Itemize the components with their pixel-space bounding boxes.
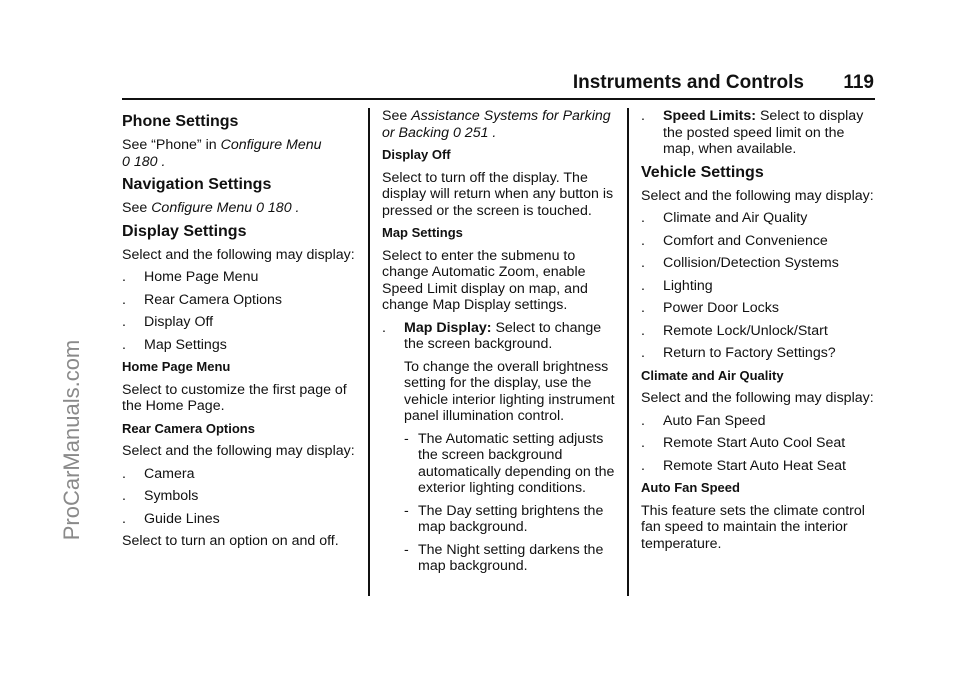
brightness-paragraph: To change the overall brightness setting for the display, use the vehicle interior lighting instrument panel illumination control. xyxy=(404,358,615,424)
cross-reference-link[interactable]: Assistance Systems for Parking or Backing xyxy=(382,108,611,141)
subheading-climate-air-quality: Climate and Air Quality xyxy=(641,367,784,383)
list-item xyxy=(641,278,875,295)
bullet-marker: . xyxy=(122,488,126,504)
cross-reference-link[interactable]: Configure Menu xyxy=(151,200,253,216)
list-item-text: Comfort and Convenience xyxy=(663,232,828,249)
rear-outro: Select to turn an option on and off. xyxy=(122,533,339,549)
list-item-text: Remote Start Auto Cool Seat xyxy=(663,435,846,451)
dash-item-text: The Day setting brightens the map background. xyxy=(418,502,604,535)
list-item xyxy=(641,233,875,250)
bullet-marker: . xyxy=(122,465,126,482)
list-item xyxy=(122,269,356,286)
heading-phone-settings: Phone Settings xyxy=(122,113,239,130)
list-item-text: Remote Lock/Unlock/Start xyxy=(663,322,828,339)
list-item xyxy=(641,300,875,317)
list-item-text: Symbols xyxy=(144,488,199,504)
fan-paragraph: This feature sets the climate control fan speed to maintain the interior temperature. xyxy=(641,502,865,552)
bullet-marker: . xyxy=(122,269,126,285)
header-rule xyxy=(122,98,875,100)
dash-marker: - xyxy=(404,430,409,447)
page-reference[interactable]: 0 180 . xyxy=(122,153,166,170)
bullet-marker: . xyxy=(641,300,645,316)
list-item xyxy=(122,466,356,483)
cross-reference-link[interactable]: Configure Menu xyxy=(220,137,322,153)
list-item-text: Return to Factory Settings? xyxy=(663,345,836,361)
bullet-marker: . xyxy=(382,319,386,336)
bullet-marker: . xyxy=(641,435,645,451)
map-settings-paragraph: Select to enter the submenu to change Automatic Zoom, enable Speed Limit display on map, and change Map Display settings. xyxy=(382,247,588,313)
bullet-marker: . xyxy=(122,314,126,330)
term-label: Speed Limits: xyxy=(663,108,757,124)
vehicle-intro: Select and the following may display: xyxy=(641,187,874,204)
column-divider xyxy=(627,108,629,596)
list-item-text: Guide Lines xyxy=(144,510,220,527)
bullet-marker: . xyxy=(641,322,645,339)
text: See “Phone” in xyxy=(122,137,221,153)
list-item-text: Camera xyxy=(144,465,195,482)
list-item-text: Collision/Detection Systems xyxy=(663,255,839,271)
bullet-marker: . xyxy=(641,457,645,474)
column-divider xyxy=(368,108,370,596)
page-number: 119 xyxy=(843,72,874,93)
climate-intro: Select and the following may display: xyxy=(641,390,874,406)
heading-vehicle-settings: Vehicle Settings xyxy=(641,163,764,181)
bullet-marker: . xyxy=(641,108,645,124)
subheading-rear-camera-options: Rear Camera Options xyxy=(122,420,255,436)
column-middle xyxy=(382,108,616,581)
dash-marker: - xyxy=(404,502,409,519)
list-item-text: Select to display the posted speed limit on the map, when available. xyxy=(663,108,864,157)
column-right xyxy=(641,108,875,558)
bullet-marker: . xyxy=(641,232,645,249)
list-item-text: Map Settings xyxy=(144,336,227,353)
page-reference[interactable]: 0 180 . xyxy=(252,200,300,216)
subheading-auto-fan-speed: Auto Fan Speed xyxy=(641,480,740,495)
list-item xyxy=(122,337,356,354)
bullet-marker: . xyxy=(641,255,645,271)
heading-navigation-settings: Navigation Settings xyxy=(122,176,272,193)
list-item xyxy=(641,413,875,430)
rear-intro: Select and the following may display: xyxy=(122,443,355,459)
term-label: Map Display: xyxy=(404,319,492,336)
list-item xyxy=(641,108,875,158)
display-off-paragraph: Select to turn off the display. The display will return when any button is pressed or the screen is touched. xyxy=(382,169,614,219)
list-item-text: Climate and Air Quality xyxy=(663,210,808,226)
list-item xyxy=(641,458,875,475)
dash-marker: - xyxy=(404,541,409,558)
list-item xyxy=(641,255,875,272)
bullet-marker: . xyxy=(641,210,645,226)
watermark-text: ProCarManuals.com xyxy=(59,339,84,541)
bullet-marker: . xyxy=(122,510,126,527)
nav-paragraph xyxy=(122,200,356,217)
section-title: Instruments and Controls xyxy=(572,72,804,93)
list-item-text: Lighting xyxy=(663,277,713,294)
list-item-text: Power Door Locks xyxy=(663,300,779,316)
phone-paragraph xyxy=(122,137,356,170)
text: See xyxy=(382,108,412,124)
list-item-text: Select to change the screen background. xyxy=(404,319,602,352)
column-left xyxy=(122,108,356,556)
dash-item-text: The Night setting darkens the map background. xyxy=(418,541,604,574)
list-item xyxy=(641,435,875,452)
dash-item xyxy=(382,503,616,536)
list-item xyxy=(641,210,875,227)
bullet-marker: . xyxy=(122,291,126,308)
bullet-marker: . xyxy=(122,336,126,353)
see-assistance-paragraph xyxy=(382,108,616,141)
list-item-text: Auto Fan Speed xyxy=(663,412,766,429)
list-item-text: Display Off xyxy=(144,314,214,330)
home-paragraph: Select to customize the first page of the Home Page. xyxy=(122,381,347,414)
list-item xyxy=(122,292,356,309)
dash-item xyxy=(382,542,616,575)
display-intro: Select and the following may display: xyxy=(122,246,355,263)
list-item xyxy=(641,323,875,340)
text: See xyxy=(122,200,152,216)
list-item xyxy=(122,314,356,331)
bullet-marker: . xyxy=(641,345,645,361)
bullet-marker: . xyxy=(641,412,645,429)
list-item-text: Home Page Menu xyxy=(144,269,259,285)
list-item xyxy=(641,345,875,362)
subheading-home-page-menu: Home Page Menu xyxy=(122,359,231,374)
list-item-text: Remote Start Auto Heat Seat xyxy=(663,457,846,474)
subheading-map-settings: Map Settings xyxy=(382,225,463,240)
list-item xyxy=(122,488,356,505)
dash-item-text: The Automatic setting adjusts the screen background automatically depending on the exterior lighting conditions. xyxy=(418,430,615,496)
subheading-display-off: Display Off xyxy=(382,147,451,162)
list-item xyxy=(122,511,356,528)
page-header xyxy=(122,72,874,96)
bullet-marker: . xyxy=(641,277,645,294)
dash-item xyxy=(382,431,616,497)
list-item-text: Rear Camera Options xyxy=(144,291,282,308)
page-reference[interactable]: 0 251 . xyxy=(449,124,497,141)
heading-display-settings: Display Settings xyxy=(122,222,247,240)
list-item xyxy=(382,320,616,353)
